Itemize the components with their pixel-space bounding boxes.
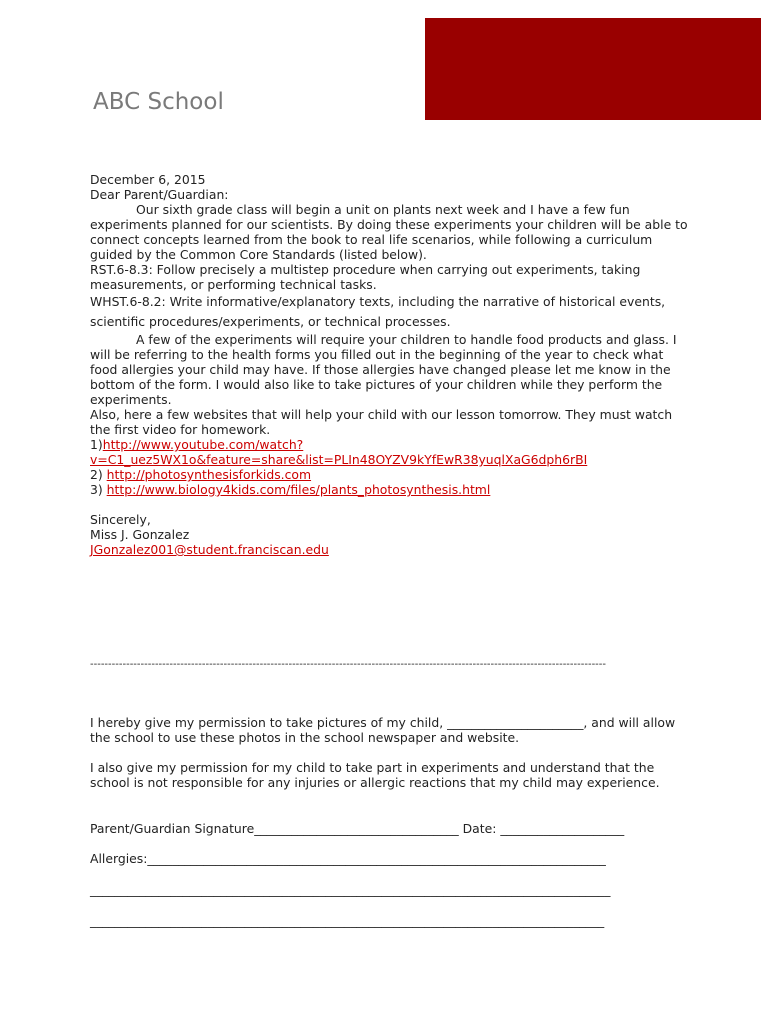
school-name: ABC School — [93, 89, 224, 115]
biology4kids-link[interactable]: http://www.biology4kids.com/files/plants_photosynthesis.html — [106, 482, 491, 497]
letter-body — [90, 172, 690, 557]
allergies-line[interactable]: Allergies:__________________________________________________________________________ — [90, 851, 606, 866]
standard-whst: WHST.6-8.2: Write informative/explanatory texts, including the narrative of historical events, scientific procedures/experiments, or technical processes. — [90, 294, 666, 329]
photo-permission-statement: I hereby give my permission to take pictures of my child, ______________________, and will allow the school to use these photos in the school newspaper and website. — [90, 715, 676, 745]
signer-email-link[interactable]: JGonzalez001@student.franciscan.edu — [90, 542, 329, 557]
website-item-1-cont — [90, 452, 690, 467]
website-1-prefix: 1) — [90, 437, 103, 452]
websites-intro: Also, here a few websites that will help your child with our lesson tomorrow. They must watch the first video for homework. — [90, 407, 673, 437]
website-item-1 — [90, 437, 690, 452]
website-list — [90, 437, 690, 497]
salutation: Dear Parent/Guardian: — [90, 187, 229, 202]
website-2-prefix: 2) — [90, 467, 107, 482]
header-color-block — [425, 18, 761, 120]
safety-paragraph: A few of the experiments will require your children to handle food products and glass. I will be referring to the health forms you filled out in the beginning of the year to check what food allergies your child may have. If those allergies have changed please let me know in the bottom of the form. I would also like to take pictures of your children while they perform the experiments. — [90, 332, 677, 407]
closing: Sincerely, — [90, 512, 151, 527]
permission-form — [90, 715, 690, 805]
signature-date-line[interactable]: Parent/Guardian Signature_________________________________ Date: ____________________ — [90, 821, 625, 836]
standard-rst: RST.6-8.3: Follow precisely a multistep procedure when carrying out experiments, taking measurements, or performing technical tasks. — [90, 262, 641, 292]
website-3-prefix: 3) — [90, 482, 107, 497]
allergies-blank-line-2[interactable]: ___________________________________________________________________________________ — [90, 913, 605, 928]
experiment-permission-statement: I also give my permission for my child to take part in experiments and understand that the school is not responsible for any injuries or allergic reactions that my child may experience. — [90, 760, 660, 790]
tear-off-divider: ----------------------------------------------------------------------------------------------------------------------------------------------- — [90, 659, 607, 670]
youtube-link-line2[interactable]: v=C1_uez5WX1o&feature=share&list=PLIn48OYZV9kYfEwR38yuqlXaG6dph6rBI — [90, 452, 588, 467]
website-item-2 — [90, 467, 690, 482]
website-item-3 — [90, 482, 690, 497]
photosynthesisforkids-link[interactable]: http://photosynthesisforkids.com — [106, 467, 312, 482]
intro-paragraph: Our sixth grade class will begin a unit on plants next week and I have a few fun experiments planned for our scientists. By doing these experiments your children will be able to connect concepts learned from the book to real life scenarios, while following a curriculum guided by the Common Core Standards (listed below). — [90, 202, 688, 262]
letter-date: December 6, 2015 — [90, 172, 206, 187]
youtube-link-line1[interactable]: http://www.youtube.com/watch? — [102, 437, 304, 452]
signer-name: Miss J. Gonzalez — [90, 527, 190, 542]
allergies-blank-line-1[interactable]: ____________________________________________________________________________________ — [90, 882, 611, 897]
